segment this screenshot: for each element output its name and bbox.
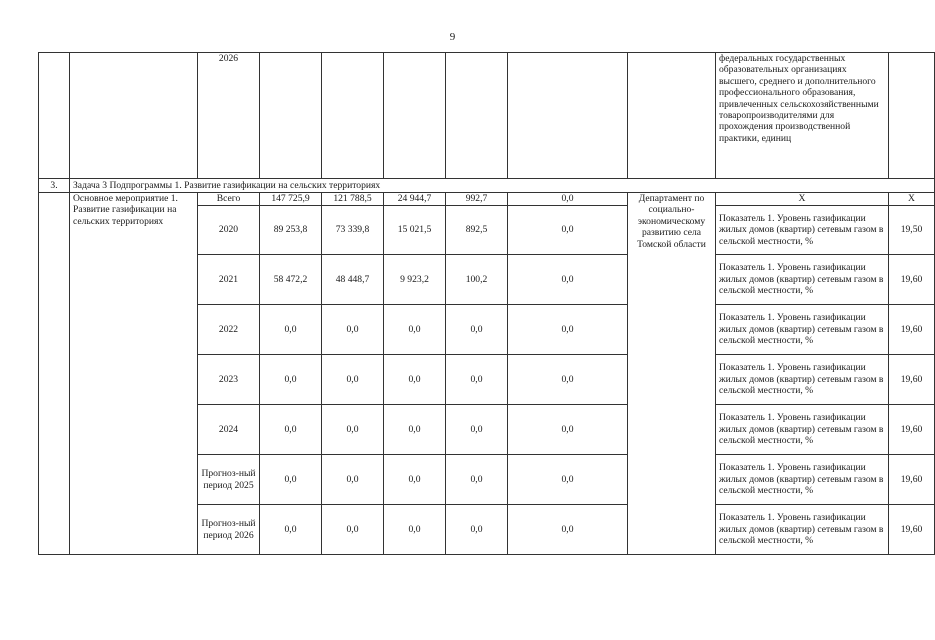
federal-cell: 0,0 (322, 405, 384, 455)
regional-cell: 0,0 (384, 455, 446, 505)
regional-cell: 0,0 (384, 355, 446, 405)
indicator-cell: федеральных государственных образовательных организациях высшего, среднего и дополнительного профессионального образования, привлеченных сельскохозяйственными товаропроизводителями для прохождения производственной практики, единиц (716, 53, 889, 179)
program-table (38, 52, 935, 555)
continuation-row (39, 53, 935, 179)
total-cell: 0,0 (260, 305, 322, 355)
activity-name: Основное мероприятие 1. Развитие газификации на сельских территориях (70, 193, 198, 555)
year-cell: 2024 (198, 405, 260, 455)
year-cell: Прогноз-ный период 2026 (198, 505, 260, 555)
total-row (39, 193, 935, 206)
local-cell: 892,5 (446, 206, 508, 255)
federal-cell: 0,0 (322, 505, 384, 555)
federal-cell: 73 339,8 (322, 206, 384, 255)
federal-cell: 121 788,5 (322, 193, 384, 206)
year-cell: 2022 (198, 305, 260, 355)
other-cell: 0,0 (508, 455, 628, 505)
regional-cell: 0,0 (384, 305, 446, 355)
other-cell: 0,0 (508, 193, 628, 206)
other-cell: 0,0 (508, 505, 628, 555)
indicator-value-cell: Х (889, 193, 935, 206)
executor-cell: Департамент по социально-экономическому развитию села Томской области (628, 193, 716, 555)
regional-cell: 15 021,5 (384, 206, 446, 255)
indicator-value-cell: 19,60 (889, 355, 935, 405)
other-cell: 0,0 (508, 405, 628, 455)
indicator-value-cell: 19,60 (889, 255, 935, 305)
local-cell: 100,2 (446, 255, 508, 305)
local-cell: 0,0 (446, 305, 508, 355)
task-number: 3. (39, 179, 70, 193)
indicator-value-cell: 19,50 (889, 206, 935, 255)
indicator-cell: Показатель 1. Уровень газификации жилых домов (квартир) сетевым газом в сельской местности, % (716, 505, 889, 555)
local-cell: 0,0 (446, 455, 508, 505)
total-cell: 147 725,9 (260, 193, 322, 206)
federal-cell: 0,0 (322, 305, 384, 355)
regional-cell: 0,0 (384, 405, 446, 455)
regional-cell: 24 944,7 (384, 193, 446, 206)
year-cell: 2020 (198, 206, 260, 255)
task-row (39, 179, 935, 193)
other-cell: 0,0 (508, 255, 628, 305)
indicator-cell: Показатель 1. Уровень газификации жилых домов (квартир) сетевым газом в сельской местности, % (716, 206, 889, 255)
other-cell: 0,0 (508, 305, 628, 355)
other-cell: 0,0 (508, 355, 628, 405)
total-cell: 0,0 (260, 355, 322, 405)
total-cell: 89 253,8 (260, 206, 322, 255)
total-cell: 0,0 (260, 405, 322, 455)
indicator-cell: Показатель 1. Уровень газификации жилых домов (квартир) сетевым газом в сельской местности, % (716, 405, 889, 455)
federal-cell: 0,0 (322, 455, 384, 505)
page-number: 9 (449, 31, 456, 43)
indicator-cell: Показатель 1. Уровень газификации жилых домов (квартир) сетевым газом в сельской местности, % (716, 455, 889, 505)
indicator-value-cell: 19,60 (889, 305, 935, 355)
year-cell: Всего (198, 193, 260, 206)
regional-cell: 0,0 (384, 505, 446, 555)
federal-cell: 48 448,7 (322, 255, 384, 305)
total-cell: 0,0 (260, 505, 322, 555)
indicator-cell: Х (716, 193, 889, 206)
indicator-cell: Показатель 1. Уровень газификации жилых домов (квартир) сетевым газом в сельской местности, % (716, 305, 889, 355)
indicator-value-cell: 19,60 (889, 405, 935, 455)
total-cell: 0,0 (260, 455, 322, 505)
indicator-value-cell: 19,60 (889, 505, 935, 555)
local-cell: 0,0 (446, 355, 508, 405)
task-title: Задача 3 Подпрограммы 1. Развитие газификации на сельских территориях (70, 179, 935, 193)
year-cell: Прогноз-ный период 2025 (198, 455, 260, 505)
regional-cell: 9 923,2 (384, 255, 446, 305)
local-cell: 0,0 (446, 405, 508, 455)
indicator-value-cell: 19,60 (889, 455, 935, 505)
local-cell: 992,7 (446, 193, 508, 206)
total-cell: 58 472,2 (260, 255, 322, 305)
indicator-cell: Показатель 1. Уровень газификации жилых домов (квартир) сетевым газом в сельской местности, % (716, 355, 889, 405)
year-cell: 2021 (198, 255, 260, 305)
year-cell: 2023 (198, 355, 260, 405)
indicator-cell: Показатель 1. Уровень газификации жилых домов (квартир) сетевым газом в сельской местности, % (716, 255, 889, 305)
local-cell: 0,0 (446, 505, 508, 555)
other-cell: 0,0 (508, 206, 628, 255)
federal-cell: 0,0 (322, 355, 384, 405)
year-cell: 2026 (198, 53, 260, 179)
